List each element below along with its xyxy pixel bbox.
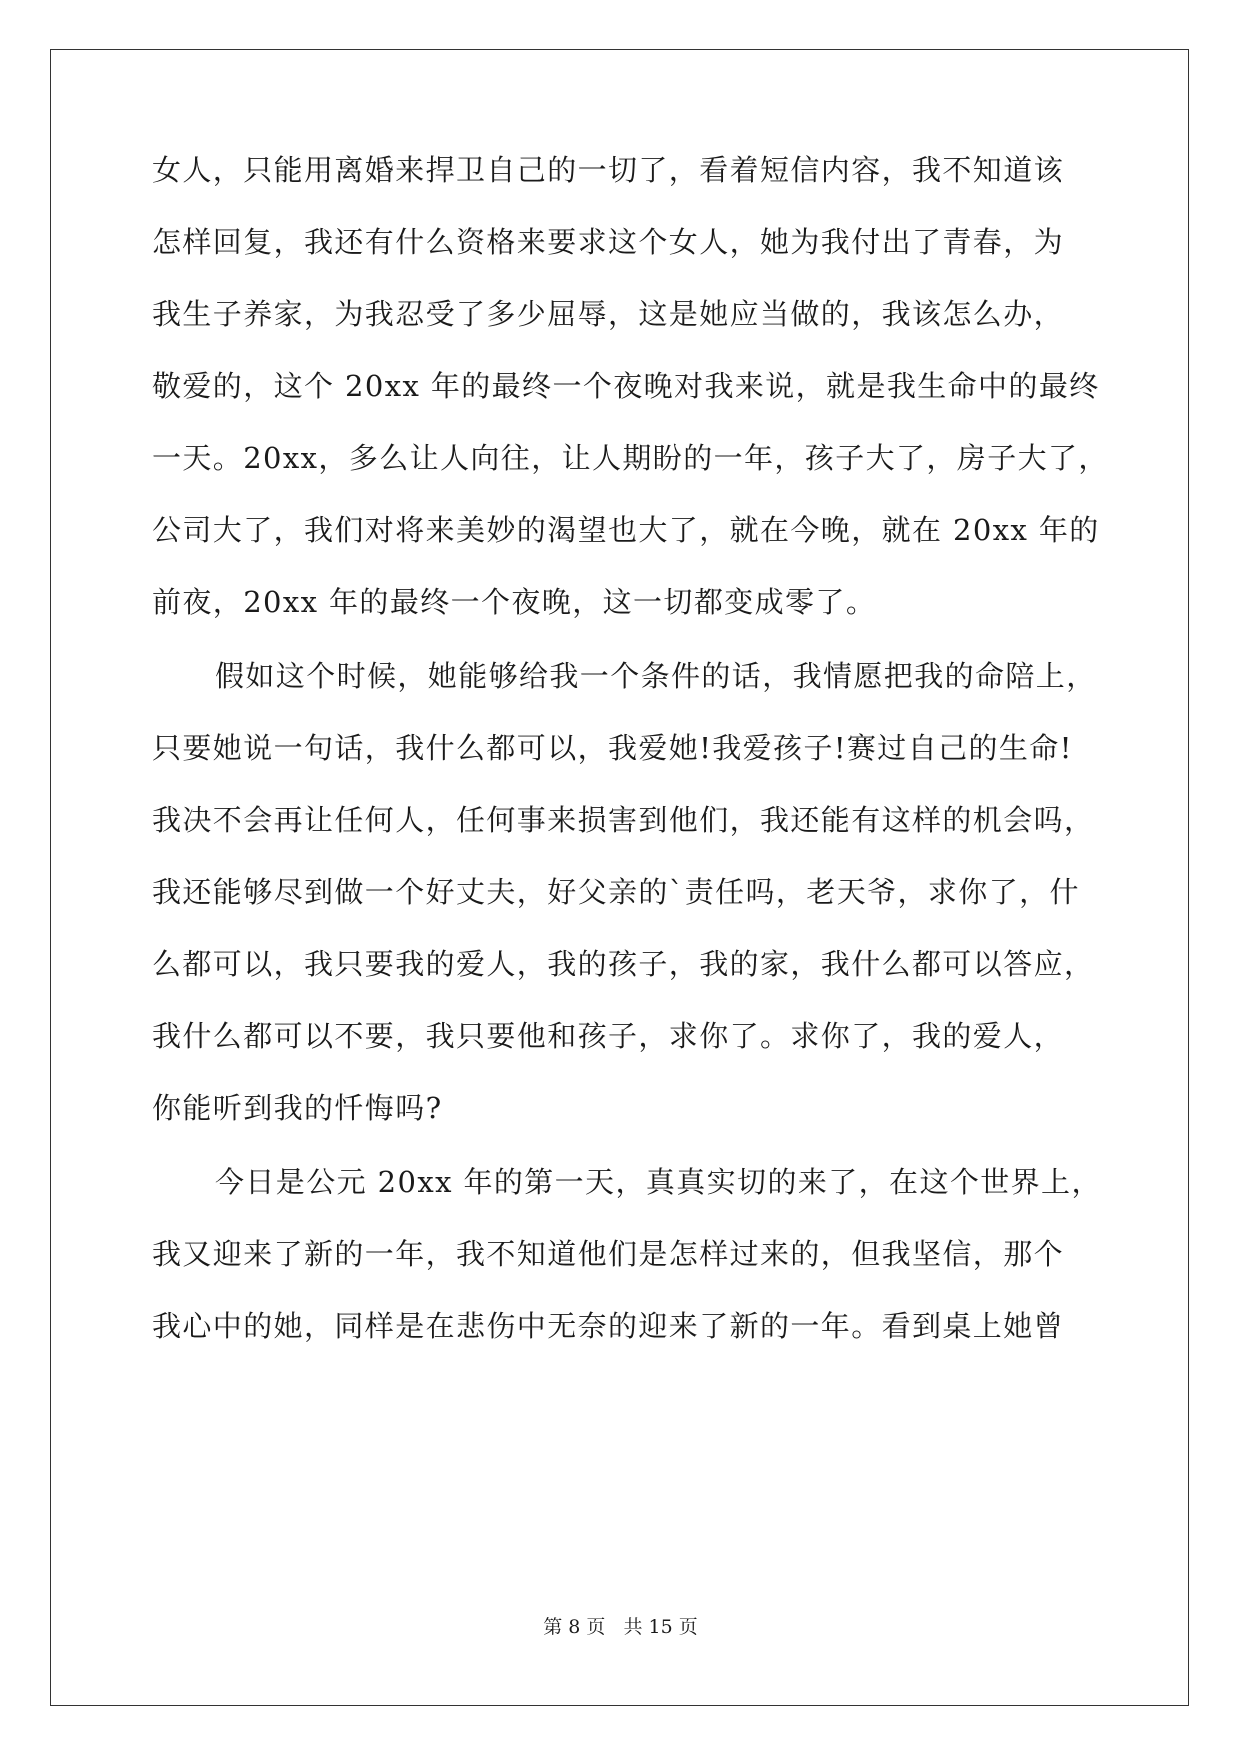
text-line: 我心中的她，同样是在悲伤中无奈的迎来了新的一年。看到桌上她曾 [152,1309,1065,1343]
text-line: 敬爱的，这个 20xx 年的最终一个夜晚对我来说，就是我生命中的最终 [152,369,1100,403]
text-line: 么都可以，我只要我的爱人，我的孩子，我的家，我什么都可以答应， [152,947,1095,981]
paragraph-first-line: 假如这个时候，她能够给我一个条件的话，我情愿把我的命陪上， [215,659,1097,693]
page-number: 第 8 页 [543,1616,606,1638]
text-line: 公司大了，我们对将来美妙的渴望也大了，就在今晚，就在 20xx 年的 [152,513,1100,547]
text-line: 怎样回复，我还有什么资格来要求这个女人，她为我付出了青春，为 [152,225,1065,259]
text-line: 你能听到我的忏悔吗? [152,1091,443,1125]
text-line: 一天。20xx，多么让人向往，让人期盼的一年，孩子大了，房子大了， [152,441,1109,475]
text-line: 我还能够尽到做一个好丈夫，好父亲的`责任吗，老天爷，求你了，什 [152,875,1080,909]
text-line: 前夜，20xx 年的最终一个夜晚，这一切都变成零了。 [152,585,877,619]
text-line: 女人，只能用离婚来捍卫自己的一切了，看着短信内容，我不知道该 [152,153,1065,187]
text-line: 我又迎来了新的一年，我不知道他们是怎样过来的，但我坚信，那个 [152,1237,1065,1271]
page-footer [0,1615,1241,1639]
text-line: 我生子养家，为我忍受了多少屈辱，这是她应当做的，我该怎么办， [152,297,1065,331]
text-line: 我决不会再让任何人，任何事来损害到他们，我还能有这样的机会吗， [152,803,1095,837]
text-line: 只要她说一句话，我什么都可以，我爱她!我爱孩子!赛过自己的生命! [152,731,1073,765]
text-line: 我什么都可以不要，我只要他和孩子，求你了。求你了，我的爱人， [152,1019,1065,1053]
page-total: 共 15 页 [623,1616,698,1638]
paragraph-first-line: 今日是公元 20xx 年的第一天，真真实切的来了，在这个世界上， [215,1165,1102,1199]
